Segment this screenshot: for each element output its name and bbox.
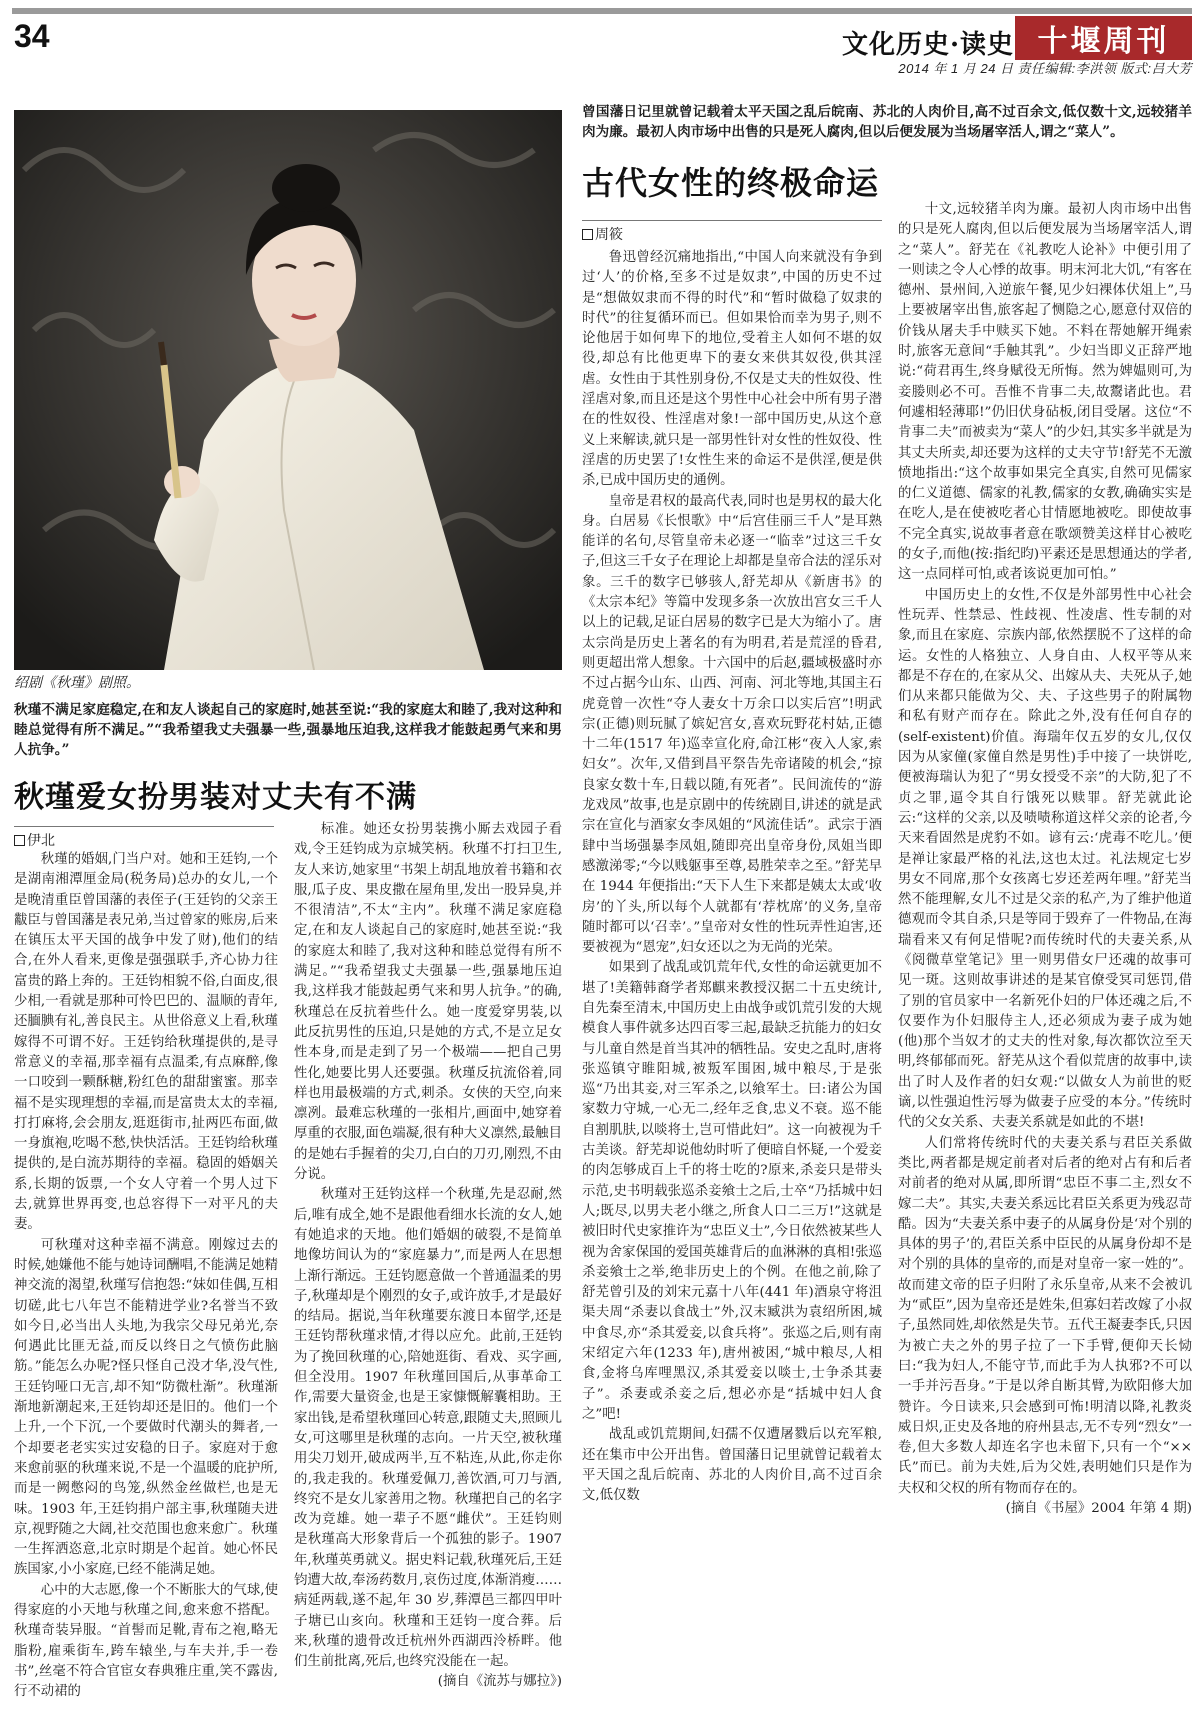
- byline-box-icon: [14, 835, 25, 846]
- brand-banner: 十堰周刊: [1015, 16, 1192, 60]
- left-col-1: [14, 850, 278, 1720]
- right-lead: 曾国藩日记里就曾记载着太平天国之乱后皖南、苏北的人肉价目,高不过百余文,低仅数十文,远较猪羊肉为廉。最初人肉市场中出售的只是死人腐肉,但以后便发展为当场屠宰活人,谓之“菜人”。: [582, 104, 1192, 140]
- byline-box-icon: [582, 229, 593, 240]
- right-byline-name: 周筱: [595, 227, 623, 243]
- left-headline: 秋瑾爱女扮男装对丈夫有不满: [14, 780, 417, 815]
- paragraph: 秋瑾对王廷钧这样一个秋瑾,先是忍耐,然后,唯有成全,她不是跟他看细水长流的女人,她有她追求的天地。他们婚姻的破裂,不是简单地像坊间认为的“家庭暴力”,而是两人在思想上渐行渐远。王廷钧愿意做一个普通温柔的男子,秋瑾却是个刚烈的女子,或许放手,才是最好的结局。据说,当年秋瑾要东渡日本留学,还是王廷钧帮秋瑾求情,才得以应允。此前,王廷钧为了挽回秋瑾的心,陪她逛街、看戏、买字画,但全没用。1907 年秋瑾回国后,从事革命工作,需要大量资金,也是王家慷慨解囊相助。王家出钱,是希望秋瑾回心转意,跟随丈夫,照顾儿女,可这哪里是秋瑾的志向。一片天空,被秋瑾用尖刀划开,破成两半,互不粘连,从此,你走你的,我走我的。秋瑾爱佩刀,善饮酒,可刀与酒,终究不是女儿家善用之物。秋瑾把自己的名字改为竞雄。她一辈子不愿“雌伏”。王廷钧则是秋瑾高大形象背后一个孤独的影子。1907 年,秋瑾英勇就义。据史料记载,秋瑾死后,王廷钧遭大故,奉汤药数月,哀伤过度,体渐消瘦……病延两载,遂不起,年 30 岁,葬潭邑三都四甲叶子塘已山亥向。秋瑾和王廷钧一度合葬。后来,秋瑾的遗骨改迁杭州外西湖西泠桥畔。他们生前批离,死后,也终究没能在一起。: [294, 1187, 562, 1670]
- right-byline-rule: [582, 220, 882, 221]
- page-number: 34: [14, 18, 50, 54]
- paragraph: 秋瑾的婚姻,门当户对。她和王廷钧,一个是湖南湘潭厘金局(税务局)总办的女儿,一个是晚清重臣曾国藩的表侄子(王廷钧的父亲王黻臣与曾国藩是表兄弟,当过曾家的账房,后来在镇压太平天国的战争中发了财),他们的结合,在外人看来,更像是强强联手,齐心协力往富贵的路上奔的。王廷钧相貌不俗,白面皮,很少相,一看就是那种可怜巴巴的、温顺的青年,还腼腆有礼,善良民主。从世俗意义上看,秋瑾嫁得不可谓不好。王廷钧给秋瑾提供的,是寻常意义的幸福,那幸福有点温柔,有点麻醉,像一口咬到一颗酥糖,粉红色的甜甜蜜蜜。那幸福不是实现理想的幸福,而是富贵太太的幸福,打打麻将,会会朋友,逛逛街市,扯两匹布面,做一身旗袍,吃喝不愁,快快活活。王廷钧给秋瑾提供的,是白流苏期待的幸福。稳固的婚姻关系,长期的饭票,一个女人守着一个男人过下去,就算世界再变,也总容得下一对平凡的夫妻。: [14, 852, 278, 1233]
- left-byline-rule: [14, 826, 274, 827]
- opera-photo: [14, 110, 562, 670]
- left-byline-name: 伊北: [27, 833, 55, 849]
- right-col-1: [582, 248, 882, 1720]
- dateline: 2014 年 1 月 24 日 责任编辑:李洪领 版式:吕大芳: [898, 61, 1192, 76]
- paragraph: 可秋瑾对这种幸福不满意。刚嫁过去的时候,她嫌他不能与她诗词酬唱,不能满足她精神交流的渴望,秋瑾写信抱怨:“妹如佳偶,互相切磋,此七八年岂不能精进学业?名誉当不致如今日,必当出人头地,为我宗父母兄弟光,奈何遇此比匪无益,而反以终日之气愤伤此脑筋。”能怎么办呢?怪只怪自己没才华,没气性,王廷钧哑口无言,却不知“防微杜渐”。秋瑾渐渐地新潮起来,王廷钧却还是旧的。他们一个上升,一个下沉,一个要做时代潮头的舞者,一个却要老老实实过安稳的日子。家庭对于愈来愈前驱的秋瑾来说,不是一个温暖的庇护所,而是一阙憋闷的鸟笼,纵然金丝做栏,也是无味。1903 年,王廷钧捐户部主事,秋瑾随夫进京,视野随之大阔,社交范围也愈来愈广。秋瑾一生挥洒恣意,北京时期是个起首。她心怀民族国家,小小家庭,已经不能满足她。: [14, 1237, 278, 1578]
- paragraph: 心中的大志愿,像一个不断胀大的气球,使得家庭的小天地与秋瑾之间,愈来愈不搭配。秋瑾奇装异服。“首髻而足靴,青布之袍,略无脂粉,雇乘街车,跨车辕坐,与车夫并,手一卷书”,丝毫不符合官宦女春典雅庄重,笑不露齿,行不动裙的: [14, 1582, 278, 1700]
- paragraph: 战乱或饥荒期间,妇孺不仅遭屠戮后以充军粮,还在集市中公开出售。曾国藩日记里就曾记载着太平天国之乱后皖南、苏北的人肉价目,高不过百余文,低仅数: [582, 1427, 882, 1504]
- right-source: (摘自《书屋》2004 年第 4 期): [1005, 1501, 1192, 1516]
- paragraph: 标准。她还女扮男装携小厮去戏园子看戏,令王廷钧成为京城笑柄。秋瑾不打扫卫生,友人来访,她家里“书架上胡乱地放着书籍和衣服,瓜子皮、果皮撒在屋角里,发出一股异臭,并不很清洁”,不太“主内”。秋瑾不满足家庭稳定,在和友人谈起自己的家庭时,她甚至说:“我的家庭太和睦了,我对这种和睦总觉得有所不满足。”“我希望我丈夫强暴一些,强暴地压迫我,这样我才能鼓起勇气来和男人抗争。”的确,秋瑾总在反抗着些什么。她一度爱穿男装,以此反抗男性的压迫,只是她的方式,不是立足女性本身,而是走到了另一个极端——把自己男性化,她要比男人还要强。秋瑾反抗流俗着,同样也用最极端的方式,刺杀。女侠的天空,向来凛冽。最难忘秋瑾的一张相片,画面中,她穿着厚重的衣服,面色端凝,很有种大义凛然,最触目的是她右手握着的尖刀,白白的刀刃,刚烈,不由分说。: [294, 822, 562, 1183]
- paragraph: 鲁迅曾经沉痛地指出,“中国人向来就没有争到过‘人’的价格,至多不过是奴隶”,中国的历史不过是“想做奴隶而不得的时代”和“暂时做稳了奴隶的时代”的往复循环而已。但如果恰而幸为男子,则不论他居于如何卑下的地位,受着主人如何不堪的奴役,却总有比他更卑下的妻女来供其奴役,供其淫虐。女性由于其性别身份,不仅是丈夫的性奴役、性淫虐对象,而且还是这个男性中心社会中所有男子潜在的性奴役、性淫虐对象!一部中国历史,从这个意义上来解读,就只是一部男性针对女性的性奴役、性淫虐的历史罢了!女性生来的命运不是供淫,便是供杀,已成中国历史的通例。: [582, 250, 882, 489]
- right-headline: 古代女性的终极命运: [582, 164, 880, 202]
- right-byline: [582, 224, 623, 244]
- left-col-2: [294, 820, 562, 1720]
- top-rule: [12, 8, 1192, 14]
- left-lead: 秋瑾不满足家庭稳定,在和友人谈起自己的家庭时,她甚至说:“我的家庭太和睦了,我对这种和睦总觉得有所不满足。”“我希望我丈夫强暴一些,强暴地压迫我,这样我才能鼓起勇气来和男人抗争。”: [14, 702, 562, 758]
- paragraph: 如果到了战乱或饥荒年代,女性的命运就更加不堪了!美籍韩裔学者郑麒来教授汉据二十五史统计,自先秦至清末,中国历史上由战争或饥荒引发的大规模食人事件就多达四百零三起,最缺乏抗能力的妇女与儿童自然是首当其冲的牺牲品。安史之乱时,唐将张巡镇守睢阳城,被叛军围困,城中粮尽,于是张巡“乃出其妾,对三军杀之,以飨军士。曰:诸公为国家数力守城,一心无二,经年乏食,忠义不衰。巡不能自割肌肤,以啖将士,岂可惜此妇”。这一向被视为千古美谈。舒芜却说他幼时听了便暗自怀疑,一个爱妾的肉怎够成百上千的将士吃的?原来,杀妾只是带头示范,史书明载张巡杀妾飨士之后,士卒“乃括城中妇人;既尽,以男夫老小继之,所食人口二三万!”这就是被旧时代史家推许为“忠臣义士”,今日依然被某些人视为舍家保国的爱国英雄背后的血淋淋的真相!张巡杀妾飨士之举,绝非历史上的个例。在他之前,除了舒芜曾引及的刘宋元嘉十八年(441 年)酒泉守将沮渠夫周“杀妻以食战士”外,汉末臧洪为袁绍所困,城中食尽,亦“杀其爱妾,以食兵将”。张巡之后,则有南宋绍定六年(1233 年),唐州被困,“城中粮尽,人相食,金将乌库哩黑汉,杀其爱妾以啖士,士争杀其妻子”。杀妻或杀妾之后,想必亦是“括城中妇人食之”吧!: [582, 960, 882, 1422]
- photo-caption: 绍剧《秋瑾》剧照。: [14, 675, 140, 691]
- section-title: 文化历史·读史: [842, 30, 1015, 60]
- paragraph: 十文,远较猪羊肉为廉。最初人肉市场中出售的只是死人腐肉,但以后便发展为当场屠宰活人,谓之“菜人”。舒芜在《礼教吃人论补》中便引用了一则读之令人心悸的故事。明末河北大饥,“有客在德州、景州间,入逆旅午餐,见少妇裸体伏俎上”,马上要被屠宰出售,旅客起了恻隐之心,愿意付双倍的价钱从屠夫手中赎买下她。不料在帮她解开绳索时,旅客无意间“手触其乳”。少妇当即义正辞严地说:“荷君再生,终身赋役无所悔。然为婢媪则可,为妾媵则必不可。吾惟不肯事二夫,故鬻诸此也。君何遽相轻薄耶!”仍旧伏身砧板,闭目受屠。这位“不肯事二夫”而被卖为“菜人”的少妇,其实多半就是为其丈夫所卖,却还要为这样的丈夫守节!舒芜不无激愤地指出:“这个故事如果完全真实,自然可见儒家的仁义道德、儒家的礼教,儒家的女教,确确实实是在吃人,是在使被吃者心甘情愿地被吃。即使故事不完全真实,说故事者意在歌颂赞美这样甘心被吃的女子,而他(按:指纪昀)平素还是思想通达的学者,这一点同样可怕,或者该说更加可怕。”: [898, 202, 1192, 583]
- paragraph: 皇帝是君权的最高代表,同时也是男权的最大化身。白居易《长恨歌》中“后宫佳丽三千人”是耳熟能详的名句,尽管皇帝未必逐一“临幸”过这三千女子,但这三千女子在理论上却都是皇帝合法的淫乐对象。三千的数字已够骇人,舒芜却从《新唐书》的《太宗本纪》等篇中发现多条一次放出宫女三千人以上的记载,足证白居易的数字已是大为缩小了。唐太宗尚是历史上著名的有为明君,若是荒淫的昏君,则更超出常人想象。十六国中的后赵,疆域极盛时亦不过占据今山东、山西、河南、河北等地,其国主石虎竟曾一次性“夺人妻女十万余口以实后宫”!明武宗(正德)则玩腻了嫔妃宫女,喜欢玩野花村姑,正德十二年(1517 年)巡幸宣化府,命江彬“夜入人家,索妇女”。次年,又借到昌平祭告先帝诸陵的机会,“掠良家女数十车,日载以随,有死者”。民间流传的“游龙戏凤”故事,也是京剧中的传统剧目,讲述的就是武宗在宣化与酒家女李凤姐的“风流佳话”。武宗于酒肆中当场强暴李凤姐,随即亮出皇帝身份,凤姐当即感激涕零;“今以贱躯事至尊,曷胜荣幸之至。”舒芜早在 1944 年便指出:“天下人生下来都是姨太太或‘收房’的丫头,所以每个人就都有‘荐枕席’的义务,皇帝随时都可以‘召幸’。”皇帝对女性的性玩弄性迫害,还要被视为“恩宠”,妇女还以之为无尚的光荣。: [582, 493, 882, 956]
- right-col-2: [898, 200, 1192, 1720]
- left-byline: [14, 830, 55, 850]
- paragraph: 人们常将传统时代的夫妻关系与君臣关系做类比,两者都是规定前者对后者的绝对占有和后者对前者的绝对从属,即所谓“忠臣不事二主,烈女不嫁二夫”。其实,夫妻关系远比君臣关系更为残忍苛酷。因为“夫妻关系中妻子的从属身份是‘对个别的具体的男子’的,君臣关系中臣民的从属身份却不是对个别的具体的皇帝的,而是对皇帝一家一姓的”。故而建文帝的臣子归附了永乐皇帝,从来不会被讥为“贰臣”,因为皇帝还是姓朱,但寡妇若改嫁了小叔子,虽然同姓,却依然是失节。五代王凝妻李氏,只因为被亡夫之外的男子拉了一下手臂,便仰天长恸曰:“我为妇人,不能守节,而此手为人执邪?不可以一手并污吾身。”于是以斧自断其臂,为欧阳修大加赞许。今日读来,只会感到可怖!明清以降,礼教炎威日炽,正史及各地的府州县志,无不专列“烈女”一卷,但大多数人却连名字也未留下,只有一个“××氏”而已。前为夫姓,后为父姓,表明她们只是作为夫权和父权的所有物而存在的。: [898, 1135, 1192, 1496]
- paragraph: 中国历史上的女性,不仅是外部男性中心社会性玩弄、性禁忌、性歧视、性凌虐、性专制的对象,而且在家庭、宗族内部,依然摆脱不了这样的命运。女性的人格独立、人身自由、人权平等从来都是不存在的,在家从父、出嫁从夫、夫死从子,她们从来都只能做为父、夫、子这些男子的附属物和私有财产而存在。除此之外,没有任何自存的(self-existent)价值。海瑞年仅五岁的女儿,仅仅因为从家僮(家僮自然是男性)手中接了一块饼吃,便被海瑞认为犯了“男女授受不亲”的大防,犯了不贞之罪,逼令其自行饿死以赎罪。舒芜就此论云:“这样的父亲,以及啧啧称道这样父亲的论者,今天来看固然是虎豹不如。谚有云:‘虎毒不吃儿。’便是禅让家最严格的礼法,这也太过。礼法规定七岁男女不同席,那个女孩离七岁还差两年哩。”舒芜当然不能理解,女儿不过是父亲的私产,为了维护他道德观而令其自杀,只是等同于毁弃了一件物品,在海瑞看来又有何足惜呢?而传统时代的夫妻关系,从《阅微草堂笔记》里一则男借女尸还魂的故事可见一斑。这则故事讲述的是某官僚受冥司惩罚,借了别的官员家中一名新死仆妇的尸体还魂之后,不仅要作为仆妇服侍主人,还必须成为妻子成为她(他)那个当奴才的丈夫的性对象,每次都饮泣至天明,终郁郁而死。舒芜从这个看似荒唐的故事中,读出了时人及作者的妇女观:“以做女人为前世的贬谪,以性强迫性污辱为做妻子应受的本分。”传统时代的父女关系、夫妻关系就是如此的不堪!: [898, 587, 1192, 1131]
- opera-photo-illustration: [14, 110, 562, 670]
- left-source: (摘自《流苏与娜拉》): [437, 1674, 562, 1690]
